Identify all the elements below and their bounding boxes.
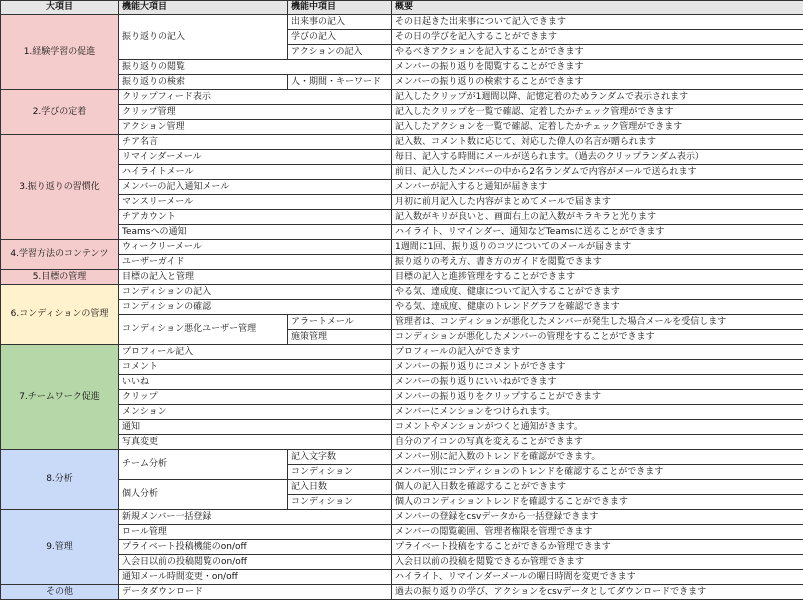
table-row: [1, 15, 803, 30]
table-row: [1, 375, 803, 390]
table-row: [1, 165, 803, 180]
feature-major-cell: 目標の記入と管理: [119, 270, 392, 285]
feature-major-cell: チーム分析: [119, 450, 288, 480]
summary-cell: その日の学びを記入することができます: [392, 30, 803, 45]
feature-minor-cell: コンディション: [288, 495, 392, 510]
summary-cell: 記入したクリップを一覧で確認、定着したかチェック管理ができます: [392, 105, 803, 120]
table-row: [1, 240, 803, 255]
table-row: [1, 300, 803, 315]
summary-cell: メンバーの振り返りをクリップすることができます: [392, 390, 803, 405]
summary-cell: 記入数がキリが良いと、画面右上の記入数がキラキラと光ります: [392, 210, 803, 225]
table-row: [1, 180, 803, 195]
summary-cell: 月初に前月記入した内容がまとめてメールで届きます: [392, 195, 803, 210]
feature-minor-cell: コンディション: [288, 465, 392, 480]
category-cell: 3.振り返りの習慣化: [1, 135, 119, 240]
summary-cell: メンバー別に記入数のトレンドを確認ができます。: [392, 450, 803, 465]
category-cell: 1.経験学習の促進: [1, 15, 119, 90]
table-row: [1, 405, 803, 420]
table-row: [1, 195, 803, 210]
feature-major-cell: ロール管理: [119, 525, 392, 540]
summary-cell: 記入したアクションを一覧で確認、定着したかチェック管理ができます: [392, 120, 803, 135]
header-feature-minor: 機能中項目: [288, 1, 392, 15]
table-row: [1, 390, 803, 405]
feature-minor-cell: 出来事の記入: [288, 15, 392, 30]
summary-cell: メンバーの振り返りの検索することができます: [392, 75, 803, 90]
feature-major-cell: 入会日以前の投稿閲覧のon/off: [119, 555, 392, 570]
table-row: [1, 75, 803, 90]
feature-major-cell: 振り返りの記入: [119, 15, 288, 60]
feature-major-cell: コンディションの記入: [119, 285, 392, 300]
summary-cell: プロフィールの記入ができます: [392, 345, 803, 360]
summary-cell: 入会日以前の投稿を閲覧できるか管理できます: [392, 555, 803, 570]
table-row: [1, 570, 803, 585]
feature-major-cell: 写真変更: [119, 435, 392, 450]
table-row: [1, 585, 803, 600]
feature-major-cell: プロフィール記入: [119, 345, 392, 360]
feature-major-cell: ユーザーガイド: [119, 255, 392, 270]
summary-cell: やるべきアクションを記入することができます: [392, 45, 803, 60]
summary-cell: 毎日、記入する時間にメールが送られます。（過去のクリップランダム表示）: [392, 150, 803, 165]
feature-major-cell: チアカウント: [119, 210, 392, 225]
summary-cell: 過去の振り返りの学び、アクションをcsvデータとしてダウンロードできます: [392, 585, 803, 600]
summary-cell: メンバー別にコンディションのトレンドを確認することができます: [392, 465, 803, 480]
table-row: [1, 450, 803, 465]
feature-major-cell: コメント: [119, 360, 392, 375]
summary-cell: メンバーが記入すると通知が届きます: [392, 180, 803, 195]
feature-major-cell: Teamsへの通知: [119, 225, 392, 240]
feature-minor-cell: 施策管理: [288, 330, 392, 345]
feature-major-cell: マンスリーメール: [119, 195, 392, 210]
table-row: [1, 225, 803, 240]
feature-major-cell: 個人分析: [119, 480, 288, 510]
table-row: [1, 120, 803, 135]
feature-major-cell: プライベート投稿機能のon/off: [119, 540, 392, 555]
feature-major-cell: ハイライトメール: [119, 165, 392, 180]
feature-major-cell: アクション管理: [119, 120, 392, 135]
summary-cell: 目標の記入と進捗管理をすることができます: [392, 270, 803, 285]
summary-cell: コメントやメンションがつくと通知がきます。: [392, 420, 803, 435]
feature-major-cell: メンション: [119, 405, 392, 420]
table-row: [1, 135, 803, 150]
summary-cell: ハイライト、リマインダーメールの曜日時間を変更できます: [392, 570, 803, 585]
table-row: [1, 90, 803, 105]
summary-cell: 個人の記入日数を確認することができます: [392, 480, 803, 495]
category-cell: 2.学びの定着: [1, 90, 119, 135]
category-cell: 9.管理: [1, 510, 119, 585]
feature-major-cell: 通知: [119, 420, 392, 435]
table-row: [1, 60, 803, 75]
summary-cell: メンバーにメンションをつけられます。: [392, 405, 803, 420]
table-row: [1, 255, 803, 270]
table-row: [1, 525, 803, 540]
table-row: [1, 315, 803, 330]
feature-minor-cell: 学びの記入: [288, 30, 392, 45]
table-row: [1, 435, 803, 450]
feature-major-cell: メンバーの記入通知メール: [119, 180, 392, 195]
category-cell: 4.学習方法のコンテンツ: [1, 240, 119, 270]
table-row: [1, 420, 803, 435]
summary-cell: コンディションが悪化したメンバーの管理をすることができます: [392, 330, 803, 345]
feature-major-cell: コンディション悪化ユーザー管理: [119, 315, 288, 345]
header-feature-major: 機能大項目: [119, 1, 288, 15]
summary-cell: 記入数、コメント数に応じて、対応した偉人の名言が贈られます: [392, 135, 803, 150]
feature-major-cell: 振り返りの閲覧: [119, 60, 392, 75]
category-cell: 8.分析: [1, 450, 119, 510]
table-row: [1, 285, 803, 300]
summary-cell: メンバーの閲覧範囲、管理者権限を管理できます: [392, 525, 803, 540]
category-cell: 5.目標の管理: [1, 270, 119, 285]
header-category: 大項目: [1, 1, 119, 15]
summary-cell: プライベート投稿をすることができるか管理できます: [392, 540, 803, 555]
summary-cell: メンバーの登録をcsvデータから一括登録できます: [392, 510, 803, 525]
header-summary: 概要: [392, 1, 803, 15]
feature-major-cell: いいね: [119, 375, 392, 390]
feature-major-cell: コンディションの確認: [119, 300, 392, 315]
summary-cell: 前日、記入したメンバーの中から2名ランダムで内容がメールで送られます: [392, 165, 803, 180]
feature-minor-cell: 記入文字数: [288, 450, 392, 465]
table-row: [1, 480, 803, 495]
feature-major-cell: 通知メール時間変更・on/off: [119, 570, 392, 585]
table-row: [1, 555, 803, 570]
feature-major-cell: データダウンロード: [119, 585, 392, 600]
header-row: [1, 1, 803, 15]
summary-cell: 記入したクリップが1週間以降、記憶定着のためランダムで表示されます: [392, 90, 803, 105]
summary-cell: メンバーの振り返りを閲覧することができます: [392, 60, 803, 75]
feature-major-cell: クリップフィード表示: [119, 90, 392, 105]
feature-minor-cell: アラートメール: [288, 315, 392, 330]
feature-major-cell: ウィークリーメール: [119, 240, 392, 255]
summary-cell: メンバーの振り返りにいいねができます: [392, 375, 803, 390]
feature-major-cell: クリップ: [119, 390, 392, 405]
table-row: [1, 210, 803, 225]
category-cell: 7.チームワーク促進: [1, 345, 119, 450]
table-row: [1, 360, 803, 375]
summary-cell: 自分のアイコンの写真を変えることができます: [392, 435, 803, 450]
summary-cell: 1週間に1回、振り返りのコツについてのメールが届きます: [392, 240, 803, 255]
summary-cell: やる気、達成度、健康について記入することができます: [392, 285, 803, 300]
feature-major-cell: チア名言: [119, 135, 392, 150]
category-cell: 6.コンディションの管理: [1, 285, 119, 345]
feature-major-cell: 振り返りの検索: [119, 75, 288, 90]
table-row: [1, 105, 803, 120]
feature-major-cell: 新規メンバー一括登録: [119, 510, 392, 525]
summary-cell: 個人のコンディショントレンドを確認することができます: [392, 495, 803, 510]
summary-cell: ハイライト、リマインダー、通知などTeamsに送ることができます: [392, 225, 803, 240]
summary-cell: 管理者は、コンディションが悪化したメンバーが発生した場合メールを受信します: [392, 315, 803, 330]
table-row: [1, 345, 803, 360]
feature-minor-cell: 人・期間・キーワード: [288, 75, 392, 90]
feature-minor-cell: 記入日数: [288, 480, 392, 495]
feature-major-cell: クリップ管理: [119, 105, 392, 120]
summary-cell: その日起きた出来事について記入できます: [392, 15, 803, 30]
table-row: [1, 150, 803, 165]
summary-cell: やる気、達成度、健康のトレンドグラフを確認できます: [392, 300, 803, 315]
feature-minor-cell: アクションの記入: [288, 45, 392, 60]
summary-cell: 振り返りの考え方、書き方のガイドを閲覧できます: [392, 255, 803, 270]
feature-major-cell: リマインダーメール: [119, 150, 392, 165]
table-row: [1, 510, 803, 525]
table-row: [1, 270, 803, 285]
table-row: [1, 540, 803, 555]
category-cell: その他: [1, 585, 119, 600]
summary-cell: メンバーの振り返りにコメントができます: [392, 360, 803, 375]
